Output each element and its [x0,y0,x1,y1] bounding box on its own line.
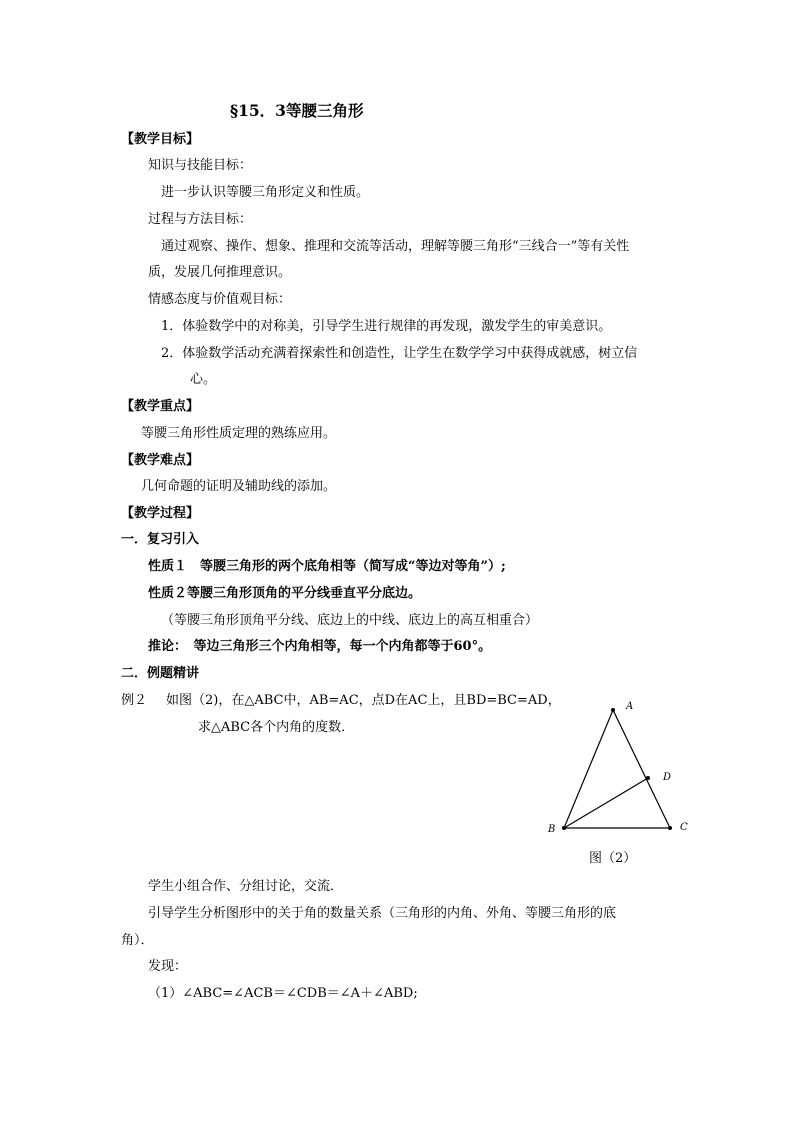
discover-label: 发现： [148,959,188,974]
emotion-label: 情感态度与价值观目标： [148,292,292,307]
example-label: 例２ [121,693,148,708]
difficulty-heading: 【教学难点】 [121,453,200,468]
emotion-item-1: 1．体验数学中的对称美，引导学生进行规律的再发现，激发学生的审美意识。 [161,319,612,334]
corollary: 推论： 等边三角形三个内角相等，每一个内角都等于60°。 [148,639,492,654]
section-examples: 二．例题精讲 [121,666,200,681]
difficulty-text: 几何命题的证明及辅助线的添加。 [141,479,337,494]
process-text-2: 质，发展几何推理意识。 [148,265,292,280]
figure-caption: 图（2） [589,851,637,866]
point-c [668,826,672,830]
label-b: B [548,824,556,835]
key-point-heading: 【教学重点】 [121,399,200,414]
point-d [646,776,650,780]
page-title: §15．3等腰三角形 [230,101,364,120]
emotion-item-2a: 2．体验数学活动充满着探索性和创造性，让学生在数学学习中获得成就感，树立信 [161,346,638,361]
example-text-2: 求△ABC各个内角的度数． [198,720,355,735]
process-label: 过程与方法目标： [148,212,253,227]
label-c: C [680,822,688,833]
objectives-heading: 【教学目标】 [121,132,200,147]
label-a: A [626,701,634,712]
point-b [562,826,566,830]
point-a [611,708,615,712]
key-point-text: 等腰三角形性质定理的熟练应用。 [141,426,337,441]
process-text-1: 通过观察、操作、想象、推理和交流等活动，理解等腰三角形“三线合一”等有关性 [161,239,630,254]
example-text-1: 如图（2)，在△ABC中，AB=AC，点D在AC上，且BD=BC=AD， [166,693,561,708]
guide-text-2: 角）． [121,933,154,948]
guide-text-1: 引导学生分析图形中的关于角的数量关系（三角形的内角、外角、等腰三角形的底 [148,906,617,921]
label-d: D [663,772,672,783]
process-heading: 【教学过程】 [121,506,200,521]
knowledge-label: 知识与技能目标： [148,158,253,173]
triangle-figure [540,696,700,841]
property-2: 性质２等腰三角形顶角的平分线垂直平分底边。 [148,586,422,601]
segment-bd [564,778,648,828]
property-1: 性质１ 等腰三角形的两个底角相等（简写成“等边对等角”）; [148,559,506,574]
finding-1: （1）∠ABC=∠ACB＝∠CDB＝∠A＋∠ABD; [148,986,418,1001]
section-review: 一．复习引入 [121,532,200,547]
emotion-item-2b: 心。 [190,372,217,387]
knowledge-text: 进一步认识等腰三角形定义和性质。 [161,185,370,200]
triangle-abc [564,710,670,828]
group-work-text: 学生小组合作、分组讨论，交流． [148,879,344,894]
property-2-note: （等腰三角形顶角平分线、底边上的中线、底边上的高互相重合） [161,613,539,628]
